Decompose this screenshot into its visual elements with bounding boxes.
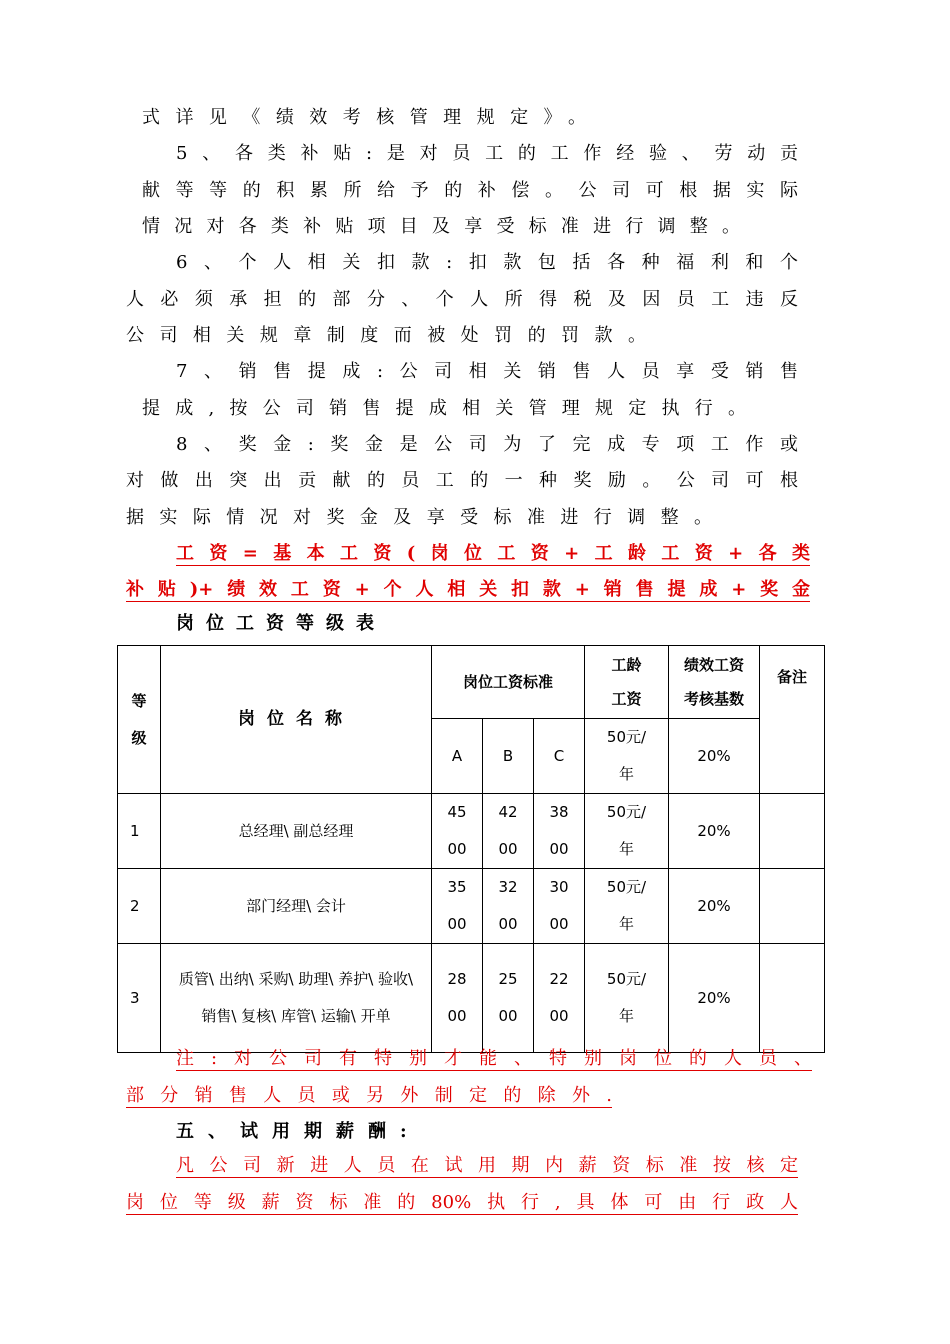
table-row	[118, 944, 825, 1053]
row-salary-a: 2800	[432, 944, 483, 1053]
table-row	[118, 794, 825, 869]
row-salary-b: 4200	[483, 794, 534, 869]
row-position-name: 总经理\ 副总经理	[161, 794, 432, 869]
row-grade: 2	[118, 869, 161, 944]
para-line-12: 据实际情况对奖金及享受标准进行调整。	[126, 507, 712, 528]
para-line-8: 7、销售提成:公司相关销售人员享受销售	[176, 361, 798, 382]
para-line-2: 5、各类补贴:是对员工的工作经验、劳动贡	[176, 143, 798, 164]
row-performance: 20%	[669, 944, 760, 1053]
section-5-line-1: 凡公司新进人员在试用期内薪资标准按核定	[176, 1155, 798, 1176]
section-5-line-2: 岗位等级薪资标准的80%执行,具体可由行政人	[126, 1192, 798, 1213]
row-salary-a: 4500	[432, 794, 483, 869]
para-line-4: 情况对各类补贴项目及享受标准进行调整。	[142, 216, 740, 237]
para-line-5: 6、个人相关扣款:扣款包括各种福利和个	[176, 252, 798, 273]
row-salary-c: 3000	[534, 869, 585, 944]
row-salary-c: 3800	[534, 794, 585, 869]
subheader-c: C	[534, 719, 585, 794]
header-position-name: 岗位名称	[161, 646, 432, 794]
header-grade: 等级	[118, 646, 161, 794]
row-position-name: 质管\ 出纳\ 采购\ 助理\ 养护\ 验收\ 销售\ 复核\ 库管\ 运输\ 开单	[161, 944, 432, 1053]
row-position-name: 部门经理\ 会计	[161, 869, 432, 944]
subheader-a: A	[432, 719, 483, 794]
para-line-3: 献等等的积累所给予的补偿。公司可根据实际	[142, 180, 798, 201]
row-salary-b: 2500	[483, 944, 534, 1053]
salary-formula-line-1: 工资=基本工资(岗位工资+工龄工资+各类	[176, 543, 810, 564]
row-remark	[760, 794, 825, 869]
subheader-b: B	[483, 719, 534, 794]
salary-grade-table	[117, 645, 825, 1053]
subheader-performance: 20%	[669, 719, 760, 794]
header-performance-base: 绩效工资考核基数	[669, 646, 760, 719]
para-line-10: 8、奖金:奖金是公司为了完成专项工作或	[176, 434, 798, 455]
note-line-1: 注:对公司有特别才能、特别岗位的人员、	[176, 1048, 812, 1069]
header-salary-standard: 岗位工资标准	[432, 646, 585, 719]
row-remark	[760, 869, 825, 944]
row-performance: 20%	[669, 869, 760, 944]
row-salary-c: 2200	[534, 944, 585, 1053]
row-seniority: 50元/年	[585, 869, 669, 944]
row-grade: 1	[118, 794, 161, 869]
header-seniority: 工龄工资	[585, 646, 669, 719]
para-line-9: 提成,按公司销售提成相关管理规定执行。	[142, 398, 746, 419]
note-line-2: 部分销售人员或另外制定的除外.	[126, 1085, 612, 1106]
para-line-11: 对做出突出贡献的员工的一种奖励。公司可根	[126, 470, 798, 491]
row-seniority: 50元/年	[585, 794, 669, 869]
row-salary-a: 3500	[432, 869, 483, 944]
para-line-1: 式详见《绩效考核管理规定》。	[142, 107, 586, 128]
row-grade: 3	[118, 944, 161, 1053]
salary-formula-line-2: 补贴)+绩效工资+个人相关扣款+销售提成+奖金	[126, 579, 810, 600]
table-title: 岗位工资等级表	[176, 613, 386, 634]
section-5-title: 五、试用期薪酬:	[176, 1121, 421, 1142]
para-line-7: 公司相关规章制度而被处罚的罚款。	[126, 325, 646, 346]
row-performance: 20%	[669, 794, 760, 869]
subheader-seniority: 50元/年	[585, 719, 669, 794]
row-seniority: 50元/年	[585, 944, 669, 1053]
row-remark	[760, 944, 825, 1053]
table-row	[118, 869, 825, 944]
row-salary-b: 3200	[483, 869, 534, 944]
para-line-6: 人必须承担的部分、个人所得税及因员工违反	[126, 289, 798, 310]
header-remark: 备注	[760, 646, 825, 794]
